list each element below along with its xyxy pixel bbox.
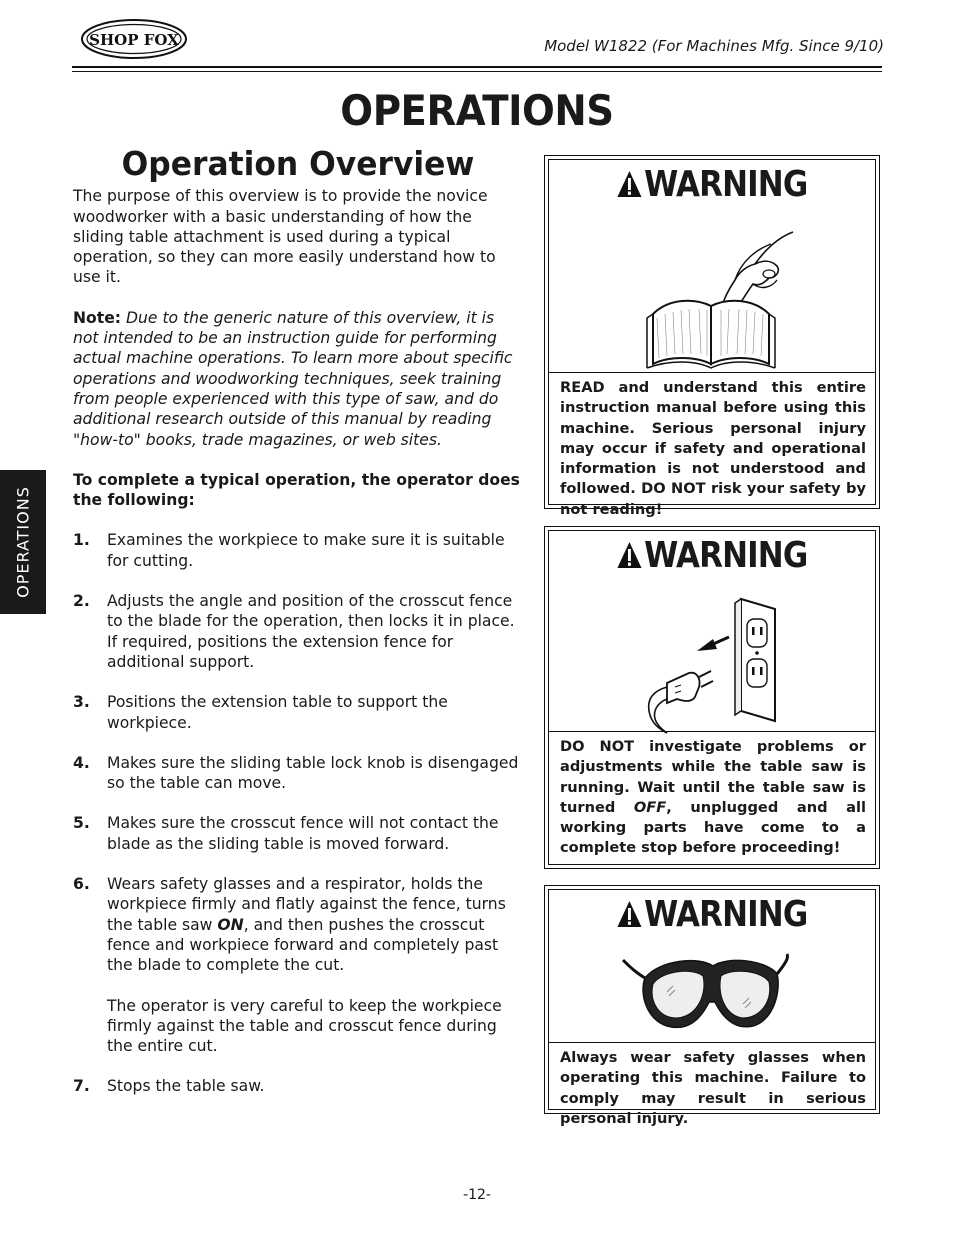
warning-banner-label: WARNING	[644, 535, 808, 576]
step-text: Adjusts the angle and position of the crosscut fence to the blade for the operation, then locks it in place. If required, positions the extension fence for additional support.	[107, 592, 515, 671]
warning-banner	[572, 164, 852, 208]
step-keyword-on: ON	[217, 915, 244, 934]
shop-fox-logo	[80, 18, 188, 60]
warning-box-unplug	[544, 526, 880, 869]
list-item	[73, 1076, 523, 1096]
warning-triangle-icon	[617, 167, 643, 208]
warning-text: Always wear safety glasses when operating this machine. Failure to comply may result in serious personal injury.	[549, 1042, 875, 1109]
step-number: 4.	[73, 753, 90, 772]
step-number: 6.	[73, 875, 90, 894]
step-number: 2.	[73, 592, 90, 611]
step-number: 3.	[73, 693, 90, 712]
warning-box-safety-glasses	[544, 885, 880, 1127]
warning-triangle-icon	[617, 538, 643, 579]
list-item	[73, 692, 523, 733]
step-text: Stops the table saw.	[107, 1077, 265, 1096]
warning-text	[549, 731, 875, 864]
side-tab-label: OPERATIONS	[13, 486, 33, 598]
warning-banner	[572, 894, 852, 938]
warning-text-continued: , unplugged and all working parts have come to a complete stop before proceeding!	[560, 798, 866, 857]
step-text-continued: , and then pushes the crosscut fence and workpiece forward and completely past the blade to complete the cut.	[107, 915, 499, 975]
step-text: Positions the extension table to support the workpiece.	[107, 693, 448, 732]
side-tab	[0, 470, 46, 614]
page-number: -12-	[463, 1187, 491, 1203]
unplug-outlet-icon	[549, 587, 875, 741]
note-body: Due to the generic nature of this overview, it is not intended to be an instruction guide for performing actual machine operations. To learn more about specific operations and woodworking techniques, seek training from people experienced with this type of saw, and do additional research outside of this manual by reading "how-to" books, trade magazines, or web sites.	[73, 308, 513, 449]
section-title: Operation Overview	[121, 144, 475, 183]
warning-text-part: DO NOT investigate problems or adjustments while the table saw is running. Wait until the table saw is turned	[560, 738, 866, 816]
model-caption: Model W1822 (For Machines Mfg. Since 9/10)	[544, 37, 884, 55]
warning-text: READ and understand this entire instruction manual before using this machine. Serious personal injury may occur if safety and operational information is not understood and followed. DO NOT risk your safety by not reading!	[549, 372, 875, 504]
safety-glasses-icon	[549, 946, 875, 1050]
warning-banner-label: WARNING	[644, 164, 808, 205]
book-manual-icon	[549, 214, 875, 378]
step-text: Makes sure the crosscut fence will not contact the blade as the sliding table is moved forward.	[107, 814, 499, 853]
warning-banner	[572, 535, 852, 579]
header-rule-thin	[72, 71, 882, 72]
step-number: 1.	[73, 531, 90, 550]
warning-triangle-icon	[617, 897, 643, 938]
warning-keyword-off: OFF	[633, 798, 667, 816]
note-label: Note:	[73, 308, 122, 327]
page-title: OPERATIONS	[340, 86, 614, 135]
list-item	[73, 530, 523, 571]
header-rule	[72, 66, 882, 68]
warning-banner-label: WARNING	[644, 894, 808, 935]
list-item	[73, 753, 523, 794]
step-text: Examines the workpiece to make sure it is suitable for cutting.	[107, 531, 505, 570]
warning-box-read-manual	[544, 155, 880, 518]
step-text: Makes sure the sliding table lock knob is disengaged so the table can move.	[107, 753, 519, 793]
steps-list	[73, 530, 523, 1096]
step-text: Wears safety glasses and a respirator, holds the workpiece firmly and flatly against the fence, turns the table saw	[107, 875, 506, 934]
intro-paragraph: The purpose of this overview is to provide the novice woodworker with a basic understanding of how the sliding table attachment is used during a typical operation, so they can more easily understand how to use it.	[73, 187, 496, 287]
logo-text: SHOP FOX	[89, 31, 179, 49]
list-item	[73, 591, 523, 672]
note-paragraph	[73, 308, 523, 450]
step-number: 7.	[73, 1077, 90, 1096]
main-column	[73, 144, 523, 1117]
step-number: 5.	[73, 814, 90, 833]
list-item	[73, 874, 523, 1056]
step-extra-text: The operator is very careful to keep the workpiece firmly against the table and crosscut fence during the entire cut.	[107, 996, 502, 1056]
list-item	[73, 813, 523, 854]
steps-intro: To complete a typical operation, the operator does the following:	[73, 470, 520, 510]
